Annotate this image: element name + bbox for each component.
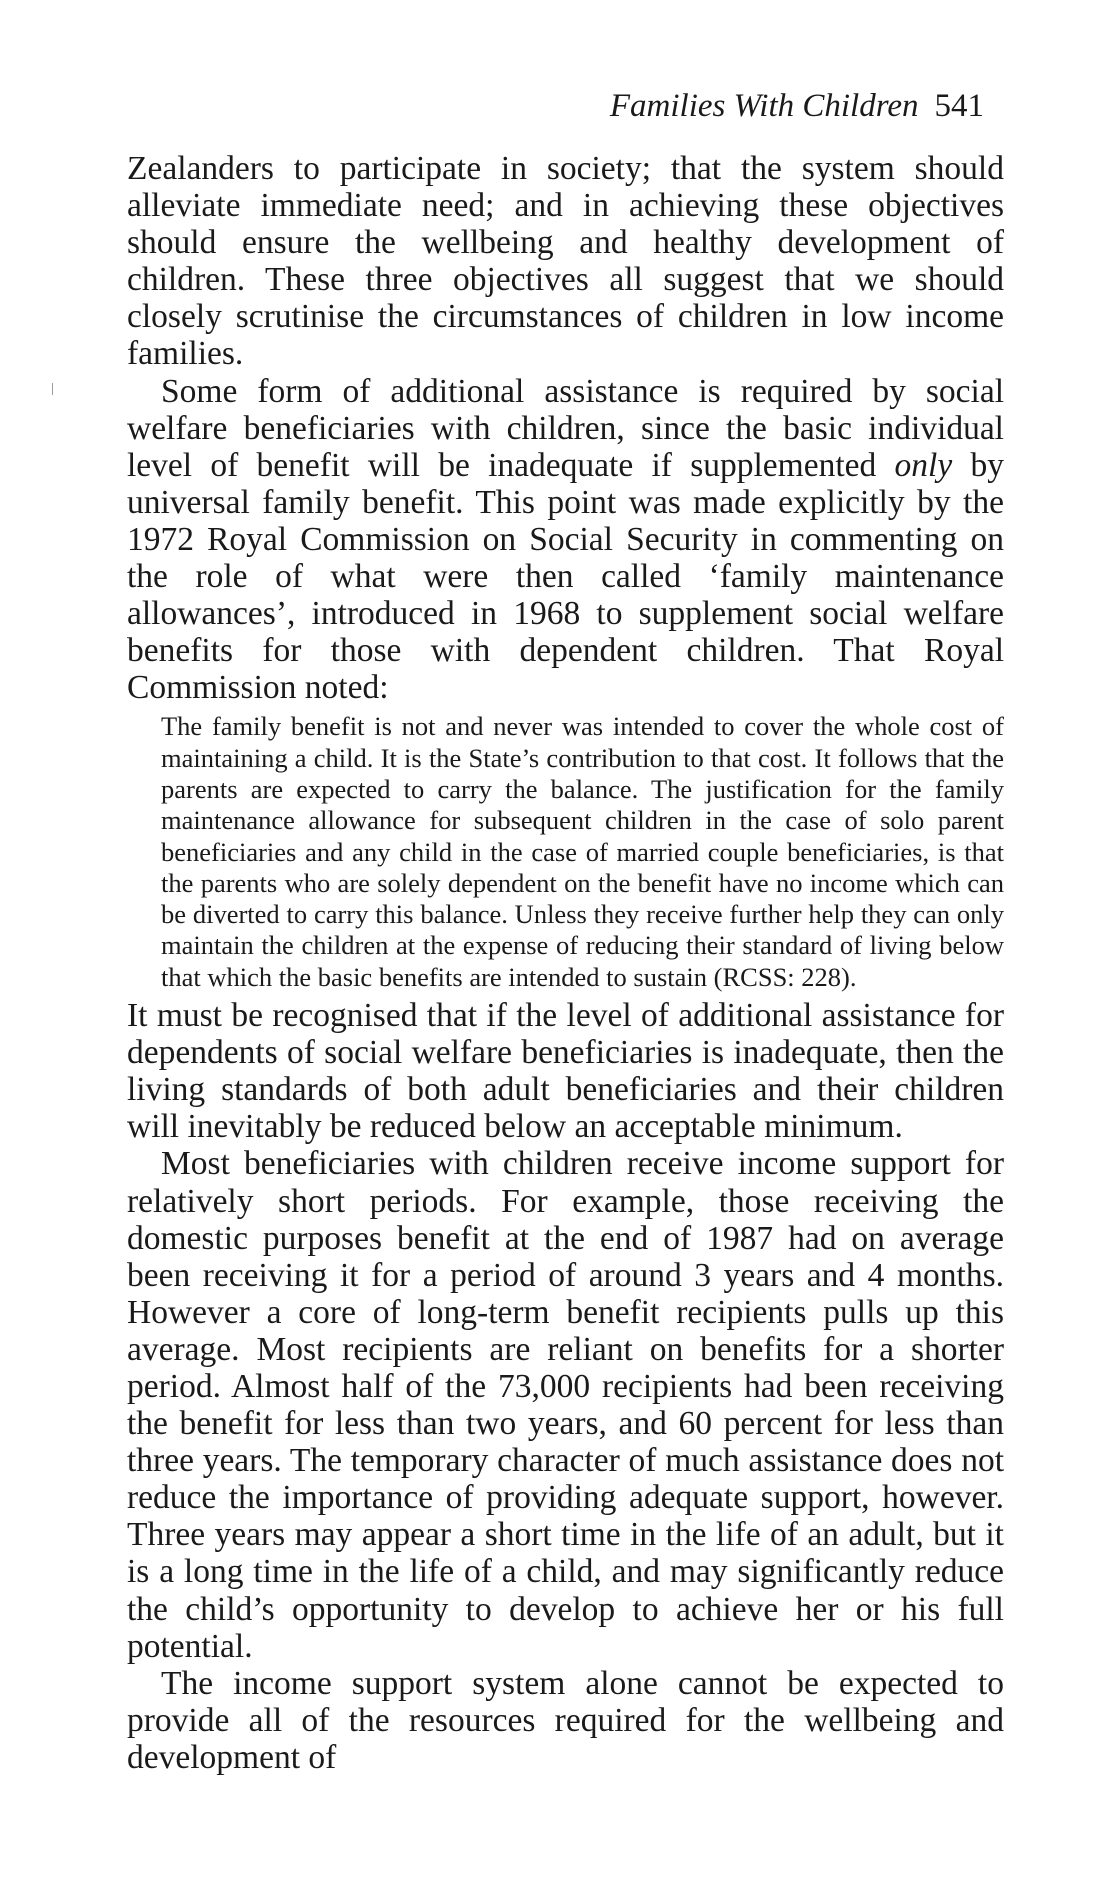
paragraph-continued: Zealanders to participate in society; that the system should alleviate immediate need; and in achieving these objectives should ensure the wellbeing and healthy development of children. These three objectives all suggest that we should closely scrutinise the circumstances of children in low income families. [127,150,1004,373]
running-head-title: Families With Children [609,88,919,124]
paragraph-recognised: It must be recognised that if the level of additional assistance for dependents of social welfare beneficiaries is inadequate, then the living standards of both adult beneficiaries and their children will inevitably be reduced below an acceptable minimum. [127,997,1004,1146]
paragraph-text-part: by universal family benefit. This point was made explicitly by the 1972 Royal Commission on Social Security in commenting on the role of what were then called ‘family maintenance allowances’, introduced in 1968 to supplement social welfare benefits for those with dependent children. That Royal Commission noted: [127,446,1005,707]
body-text [127,150,1004,1776]
page-number: 541 [934,88,984,124]
running-head [610,86,984,126]
paragraph-additional-assistance [127,373,1004,707]
paragraph-income-support: The income support system alone cannot be expected to provide all of the resources required for the wellbeing and development of [127,1664,1004,1776]
paragraph-beneficiaries: Most beneficiaries with children receive income support for relatively short periods. For example, those receiving the domestic purposes benefit at the end of 1987 had on average been receiving it for a period of around 3 years and 4 months. However a core of long-term benefit recipients pulls up this average. Most recipients are reliant on benefits for a shorter period. Almost half of the 73,000 recipients had been receiving the benefit for less than two years, and 60 percent for less than three years. The temporary character of much assistance does not reduce the importance of providing adequate support, however. Three years may appear a short time in the life of an adult, but it is a long time in the life of a child, and may significantly reduce the child’s opportunity to develop to achieve her or his full potential. [127,1145,1004,1665]
margin-mark [52,383,53,395]
block-quote: The family benefit is not and never was intended to cover the whole cost of maintaining a child. It is the State’s contribution to that cost. It follows that the parents are expected to carry the balance. The justification for the family maintenance allowance for subsequent children in the case of solo parent beneficiaries and any child in the case of married couple beneficiaries, is that the parents who are solely dependent on the benefit have no income which can be diverted to carry this balance. Unless they receive further help they can only maintain the children at the expense of reducing their standard of living below that which the basic benefits are intended to sustain (RCSS: 228). [161,711,1004,992]
paragraph-text-part: Some form of additional assistance is required by social welfare beneficiaries with children, since the basic individual level of benefit will be inadequate if supplemented [127,372,1004,484]
emphasis-only: only [894,446,953,484]
